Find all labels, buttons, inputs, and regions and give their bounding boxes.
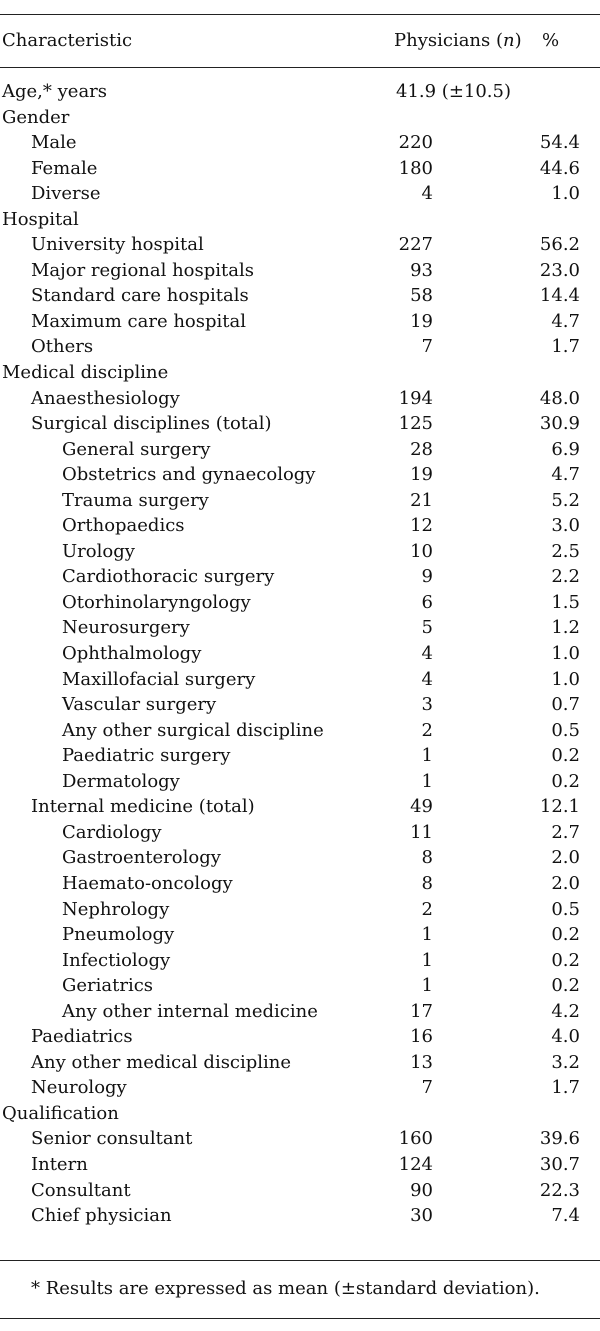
end-rule (0, 1318, 600, 1319)
row-percent: 4.7 (551, 310, 580, 332)
row-percent: 2.5 (551, 540, 580, 562)
row-label: University hospital (31, 234, 204, 256)
row-count: 13 (410, 1051, 433, 1073)
table-row (0, 820, 600, 846)
row-percent: 0.5 (551, 898, 580, 920)
row-percent: 4.0 (551, 1026, 580, 1048)
table-row (0, 871, 600, 897)
row-count: 1 (421, 924, 433, 946)
row-percent: 0.5 (551, 719, 580, 741)
table-row (0, 386, 600, 412)
row-percent: 2.7 (551, 821, 580, 843)
table-row (0, 181, 600, 207)
row-label: Maximum care hospital (31, 310, 246, 332)
table-row (0, 743, 600, 769)
section-row (0, 360, 600, 386)
row-percent: 0.2 (551, 924, 580, 946)
row-label: Cardiothoracic surgery (62, 566, 275, 588)
row-count: 7 (421, 1077, 433, 1099)
table-row (0, 1126, 600, 1152)
row-count: 8 (421, 847, 433, 869)
row-percent: 56.2 (539, 234, 580, 256)
table-row (0, 462, 600, 488)
row-count: 227 (398, 234, 433, 256)
row-count: 11 (410, 821, 433, 843)
row-label: Neurosurgery (62, 617, 190, 639)
row-percent: 1.0 (551, 183, 580, 205)
row-percent: 30.9 (539, 413, 580, 435)
table-row (0, 1178, 600, 1204)
row-percent: 23.0 (539, 259, 580, 281)
row-count: 7 (421, 336, 433, 358)
row-label: Trauma surgery (62, 489, 209, 511)
row-percent: 30.7 (539, 1153, 580, 1175)
row-count: 220 (398, 132, 433, 154)
row-percent: 1.7 (551, 1077, 580, 1099)
row-percent: 2.2 (551, 566, 580, 588)
table-row (0, 641, 600, 667)
row-count: 1 (421, 745, 433, 767)
row-percent: 39.6 (539, 1128, 580, 1150)
row-label: Haemato-oncology (62, 872, 233, 894)
table-row (0, 897, 600, 923)
table-row (0, 948, 600, 974)
row-count: 160 (398, 1128, 433, 1150)
row-count: 180 (398, 157, 433, 179)
table-row (0, 999, 600, 1025)
row-count: 2 (421, 719, 433, 741)
section-row (0, 207, 600, 233)
row-label: Nephrology (62, 898, 170, 920)
row-label: Gastroenterology (62, 847, 221, 869)
row-label: Senior consultant (31, 1128, 193, 1150)
table-row (0, 1203, 600, 1229)
header-percent: % (542, 30, 560, 51)
row-label: Any other medical discipline (31, 1051, 292, 1073)
row-count: 9 (421, 566, 433, 588)
row-count: 5 (421, 617, 433, 639)
table-row (0, 590, 600, 616)
table-row (0, 1152, 600, 1178)
row-label: Male (31, 132, 77, 154)
row-percent: 2.0 (551, 847, 580, 869)
row-label: Infectiology (62, 949, 171, 971)
row-count: 1 (421, 949, 433, 971)
row-count: 124 (398, 1153, 433, 1175)
table-row (0, 283, 600, 309)
row-label: Internal medicine (total) (31, 796, 255, 818)
row-count: 19 (410, 464, 433, 486)
row-count: 58 (410, 285, 433, 307)
table-row (0, 437, 600, 463)
table-row (0, 973, 600, 999)
row-count: 6 (421, 591, 433, 613)
row-label: Obstetrics and gynaecology (62, 464, 316, 486)
row-label: Chief physician (31, 1205, 172, 1227)
table-row (0, 130, 600, 156)
row-label: Major regional hospitals (31, 259, 254, 281)
row-label: Otorhinolaryngology (62, 591, 251, 613)
table-row (0, 564, 600, 590)
section-row (0, 79, 600, 105)
table-row (0, 411, 600, 437)
row-label: Surgical disciplines (total) (31, 413, 272, 435)
row-percent: 4.2 (551, 1000, 580, 1022)
table-row (0, 922, 600, 948)
row-label: Gender (2, 106, 70, 128)
row-label: Paediatrics (31, 1026, 133, 1048)
table-body (0, 79, 600, 1229)
row-percent: 54.4 (539, 132, 580, 154)
row-count: 30 (410, 1205, 433, 1227)
row-percent: 0.2 (551, 770, 580, 792)
table-row (0, 1024, 600, 1050)
row-count: 17 (410, 1000, 433, 1022)
table-row (0, 334, 600, 360)
row-percent: 48.0 (539, 387, 580, 409)
table-row (0, 615, 600, 641)
row-label: Ophthalmology (62, 643, 202, 665)
row-count: 90 (410, 1179, 433, 1201)
row-label: Qualification (2, 1102, 119, 1124)
table-row (0, 488, 600, 514)
row-label: Any other surgical discipline (62, 719, 324, 741)
table-row (0, 513, 600, 539)
row-label: Orthopaedics (62, 515, 185, 537)
row-label: Hospital (2, 208, 79, 230)
row-count: 19 (410, 310, 433, 332)
row-count: 194 (398, 387, 433, 409)
row-percent: 0.2 (551, 745, 580, 767)
row-label: Geriatrics (62, 975, 154, 997)
row-percent: 1.0 (551, 668, 580, 690)
row-percent: 6.9 (551, 438, 580, 460)
header-physicians: Physicians (n) (394, 30, 522, 51)
footnote-text: * Results are expressed as mean (±standard deviation). (31, 1278, 540, 1299)
row-percent: 1.2 (551, 617, 580, 639)
row-label: Urology (62, 540, 135, 562)
row-count: 1 (421, 975, 433, 997)
table-row (0, 539, 600, 565)
row-label: Maxillofacial surgery (62, 668, 256, 690)
table-row (0, 769, 600, 795)
row-label: Neurology (31, 1077, 127, 1099)
table-row (0, 156, 600, 182)
row-label: Intern (31, 1153, 88, 1175)
table-row (0, 1075, 600, 1101)
row-label: Others (31, 336, 94, 358)
row-percent: 4.7 (551, 464, 580, 486)
row-percent: 3.2 (551, 1051, 580, 1073)
row-label: Standard care hospitals (31, 285, 249, 307)
row-label: Age,* years (2, 81, 108, 102)
table-row (0, 258, 600, 284)
table-row (0, 845, 600, 871)
table-header (0, 14, 600, 67)
row-percent: 14.4 (539, 285, 580, 307)
row-count: 49 (410, 796, 433, 818)
row-count: 93 (410, 259, 433, 281)
row-label: Any other internal medicine (62, 1000, 318, 1022)
row-count: 8 (421, 872, 433, 894)
row-label: Cardiology (62, 821, 162, 843)
row-label: Dermatology (62, 770, 180, 792)
row-percent: 12.1 (539, 796, 580, 818)
row-percent: 5.2 (551, 489, 580, 511)
table-row (0, 309, 600, 335)
row-count: 16 (410, 1026, 433, 1048)
row-count: 10 (410, 540, 433, 562)
row-count: 2 (421, 898, 433, 920)
row-percent: 1.0 (551, 643, 580, 665)
table-row (0, 232, 600, 258)
header-rule (0, 67, 600, 68)
row-count: 125 (398, 413, 433, 435)
section-row (0, 105, 600, 131)
row-percent: 0.7 (551, 694, 580, 716)
row-label: Anaesthesiology (31, 387, 180, 409)
row-label: Vascular surgery (62, 694, 217, 716)
table-row (0, 718, 600, 744)
row-label: Diverse (31, 183, 101, 205)
table-row (0, 667, 600, 693)
row-count: 3 (421, 694, 433, 716)
row-count: 28 (410, 438, 433, 460)
header-characteristic: Characteristic (2, 30, 133, 51)
row-percent: 1.7 (551, 336, 580, 358)
row-label: General surgery (62, 438, 211, 460)
header-n-symbol: n (503, 30, 515, 51)
row-percent: 3.0 (551, 515, 580, 537)
row-percent: 2.0 (551, 872, 580, 894)
footnote (0, 1260, 600, 1318)
row-label: Consultant (31, 1179, 131, 1201)
table-row (0, 1050, 600, 1076)
row-label: Female (31, 157, 98, 179)
row-label: Medical discipline (2, 362, 169, 384)
row-percent: 0.2 (551, 975, 580, 997)
row-percent: 22.3 (539, 1179, 580, 1201)
row-label: Pneumology (62, 924, 175, 946)
row-count: 4 (421, 643, 433, 665)
row-percent: 0.2 (551, 949, 580, 971)
row-label: Paediatric surgery (62, 745, 231, 767)
table-row (0, 794, 600, 820)
row-count: 4 (421, 183, 433, 205)
row-count: 12 (410, 515, 433, 537)
row-count: 21 (410, 489, 433, 511)
row-percent: 1.5 (551, 591, 580, 613)
row-count: 1 (421, 770, 433, 792)
section-row (0, 1101, 600, 1127)
row-percent: 7.4 (551, 1205, 580, 1227)
row-percent: 44.6 (539, 157, 580, 179)
table-row (0, 692, 600, 718)
row-mean-sd: 41.9 (±10.5) (396, 81, 512, 102)
row-count: 4 (421, 668, 433, 690)
